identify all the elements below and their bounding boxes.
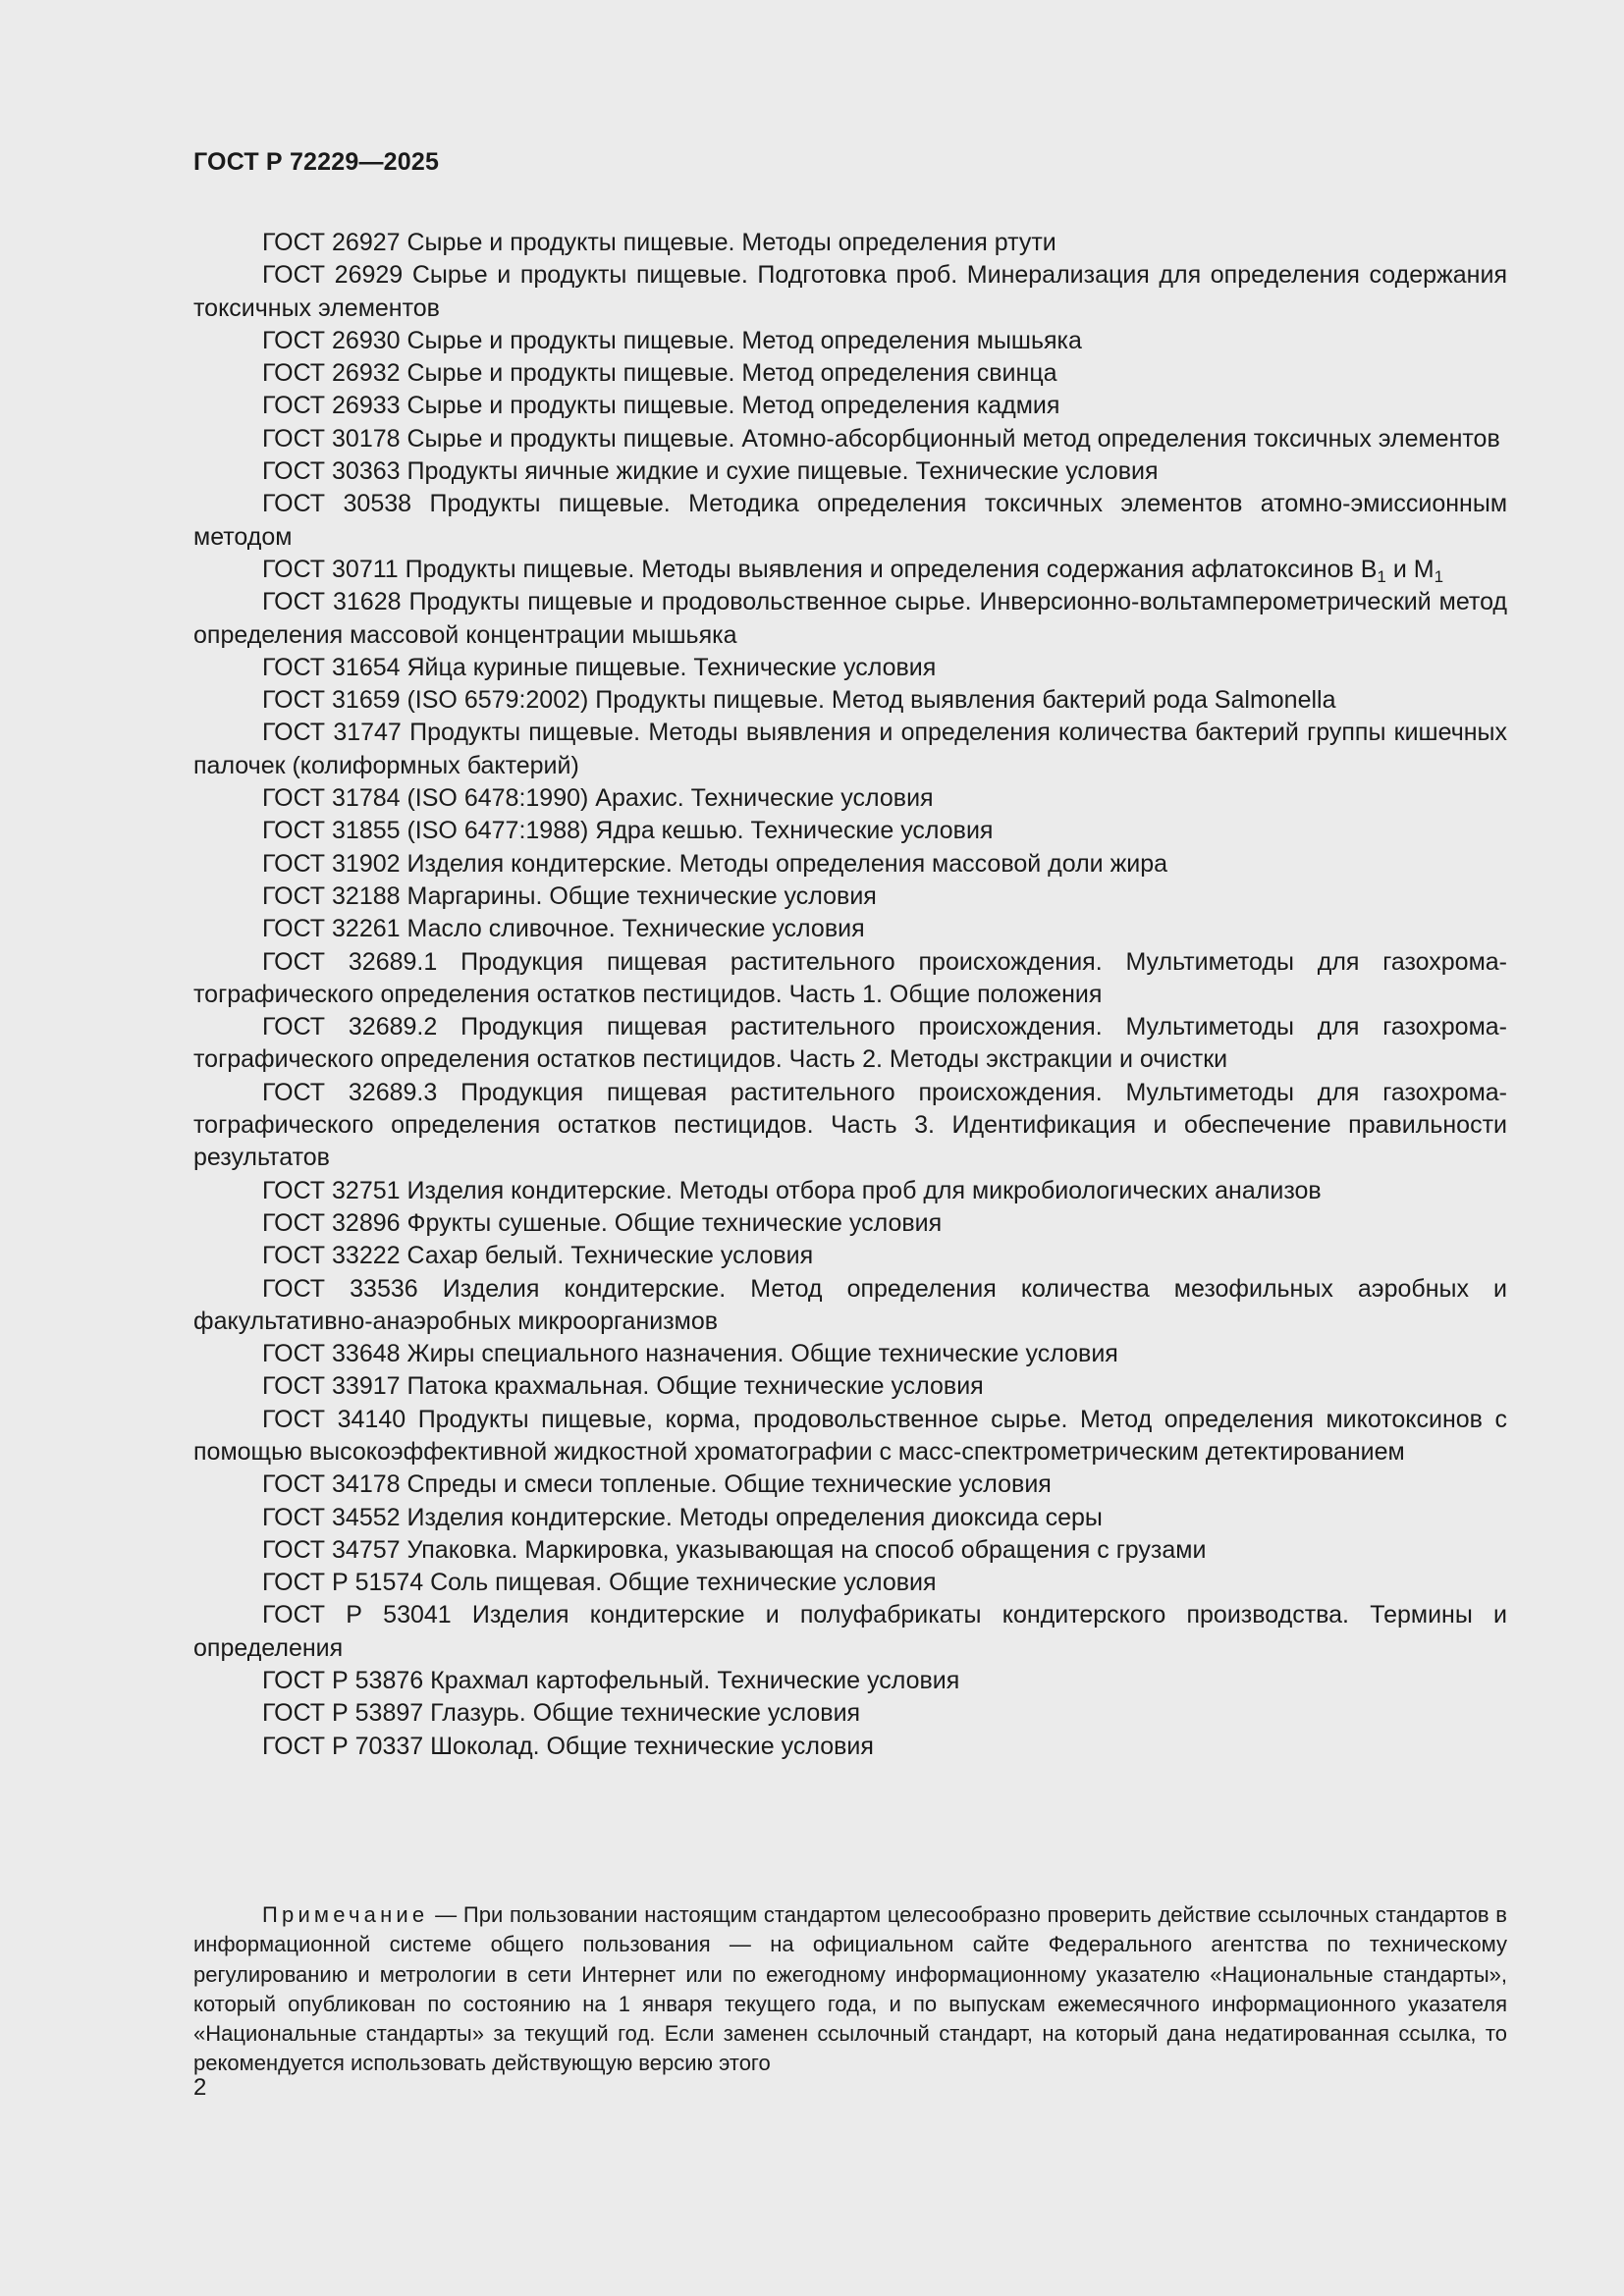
reference-title: Шоколад. Общие технические условия: [430, 1732, 874, 1760]
reference-code: ГОСТ 26932: [262, 359, 401, 388]
reference-code: ГОСТ 31654: [262, 653, 401, 681]
note-paragraph: [193, 1900, 1507, 2079]
normative-references-list: [193, 227, 1507, 1763]
reference-code: ГОСТ 32896: [262, 1208, 401, 1237]
reference-title: Продукты пищевые. Методы выявления и определения количества бактерий группы кишечных палочек (колиформных бактерий): [193, 719, 1507, 779]
reference-title: Глазурь. Общие технические условия: [430, 1699, 861, 1728]
reference-title: Продукция пищевая растительного происхождения. Мультиметоды для газохроматографического определения остатков пестицидов. Часть 1. Общие положения: [193, 947, 1507, 1008]
reference-title: Изделия кондитерские. Метод определения количества мезофильных аэробных и факультативно-анаэробных микроорганизмов: [193, 1274, 1507, 1335]
reference-item: [193, 259, 1507, 325]
reference-code: ГОСТ 32689.2: [262, 1013, 438, 1041]
reference-title: Соль пищевая. Общие технические условия: [430, 1569, 937, 1597]
reference-code: ГОСТ 30363: [262, 457, 401, 486]
reference-code: ГОСТ Р 53041: [262, 1601, 452, 1629]
reference-code: ГОСТ 32188: [262, 881, 401, 910]
reference-code: ГОСТ 33648: [262, 1340, 401, 1368]
reference-code: ГОСТ 33536: [262, 1274, 418, 1303]
reference-item: [193, 586, 1507, 652]
reference-item: [193, 1697, 1507, 1730]
reference-item: [193, 357, 1507, 390]
reference-item: [193, 1404, 1507, 1469]
reference-title: Продукты пищевые и продовольственное сырье. Инверсионно-вольтамперометрический метод определения массовой концентрации мышьяка: [193, 588, 1508, 649]
reference-item: [193, 848, 1507, 881]
reference-code: ГОСТ 34552: [262, 1503, 401, 1531]
reference-item: [193, 1175, 1507, 1207]
reference-code: ГОСТ 31855 (ISO 6477:1988): [262, 817, 589, 845]
reference-title: Крахмал картофельный. Технические условия: [430, 1667, 960, 1695]
reference-title: Масло сливочное. Технические условия: [406, 915, 865, 943]
reference-title: Продукция пищевая растительного происхождения. Мультиметоды для газохроматографического определения остатков пестицидов. Часть 3. Идентификация и обеспечение правильности результатов: [193, 1078, 1507, 1172]
reference-code: ГОСТ 26927: [262, 229, 401, 256]
reference-title: Продукты пищевые. Методы выявления и определения содержания афлатоксинов: [405, 555, 1354, 583]
reference-code: ГОСТ 34757: [262, 1535, 401, 1564]
reference-item: [193, 1599, 1507, 1665]
reference-code: ГОСТ 26929: [262, 261, 404, 290]
reference-code: ГОСТ 26933: [262, 392, 401, 420]
reference-title: Продукты пищевые, корма, продовольственное сырье. Метод определения микотоксинов с помощью высокоэффективной жидкостной хроматографии с масс-спектрометрическим детектированием: [193, 1405, 1508, 1466]
reference-title: Сахар белый. Технические условия: [406, 1242, 814, 1270]
reference-item: [193, 1731, 1507, 1763]
reference-code: ГОСТ 30711: [262, 555, 399, 583]
reference-title: Продукты пищевые. Метод выявления бактерий рода Salmonella: [595, 686, 1336, 715]
reference-title: Патока крахмальная. Общие технические условия: [406, 1372, 984, 1401]
reference-title: Изделия кондитерские. Методы определения диоксида серы: [406, 1503, 1103, 1531]
reference-code: ГОСТ Р 51574: [262, 1569, 424, 1597]
reference-item: [193, 1338, 1507, 1370]
reference-code: ГОСТ 30178: [262, 424, 401, 453]
subscript: 1: [1434, 566, 1444, 586]
reference-item: [193, 1567, 1507, 1599]
reference-item: [193, 1468, 1507, 1501]
reference-code: ГОСТ 32689.3: [262, 1078, 438, 1106]
reference-code: ГОСТ 33222: [262, 1242, 401, 1270]
reference-code: ГОСТ Р 70337: [262, 1732, 424, 1760]
reference-item: [193, 782, 1507, 815]
reference-title: Сырье и продукты пищевые. Метод определения кадмия: [406, 392, 1060, 420]
reference-item: [193, 1077, 1507, 1175]
reference-code: ГОСТ 31659 (ISO 6579:2002): [262, 686, 589, 715]
reference-item: [193, 455, 1507, 488]
reference-item: [193, 554, 1507, 586]
reference-title: Сырье и продукты пищевые. Метод определения мышьяка: [406, 326, 1082, 354]
reference-item: [193, 1502, 1507, 1534]
reference-title: Продукция пищевая растительного происхождения. Мультиметоды для газохроматографического определения остатков пестицидов. Часть 2. Методы экстракции и очистки: [193, 1013, 1507, 1074]
reference-item: [193, 1665, 1507, 1697]
reference-title: Изделия кондитерские. Методы отбора проб для микробиологических анализов: [406, 1176, 1322, 1204]
reference-code: ГОСТ 34140: [262, 1405, 406, 1433]
reference-title: Сырье и продукты пищевые. Метод определения свинца: [406, 359, 1057, 388]
note-text: — При пользовании настоящим стандартом целесообразно проверить действие ссылочных стандартов в информационной системе общего пользования — на официальном сайте Федерального агентства по техническому регулированию и метрологии в сети Интернет или по ежегодному информационному указателю «Национальные стандарты», который опубликован по состоянию на 1 января текущего года, и по выпускам ежемесячного информационного указателя «Национальные стандарты» за текущий год. Если заменен ссылочный стандарт, на который дана недатированная ссылка, то рекомендуется использовать действующую версию этого: [193, 1902, 1507, 2076]
reference-code: ГОСТ 32689.1: [262, 947, 438, 976]
note-label: Примечание: [262, 1902, 429, 1927]
reference-item: [193, 1534, 1507, 1567]
reference-item: [193, 946, 1507, 1012]
reference-item: [193, 652, 1507, 684]
reference-title: Спреды и смеси топленые. Общие технические условия: [406, 1470, 1052, 1499]
page-number: 2: [193, 2074, 207, 2101]
reference-title: Маргарины. Общие технические условия: [406, 881, 877, 910]
reference-item: [193, 717, 1507, 782]
reference-item: [193, 325, 1507, 357]
reference-title: Упаковка. Маркировка, указывающая на способ обращения с грузами: [406, 1535, 1207, 1564]
reference-title: Сырье и продукты пищевые. Методы определения ртути: [406, 229, 1056, 256]
subscript: 1: [1377, 566, 1386, 586]
reference-title: Сырье и продукты пищевые. Подготовка проб. Минерализация для определения содержания токсичных элементов: [193, 261, 1507, 322]
reference-title: Продукты яичные жидкие и сухие пищевые. Технические условия: [406, 457, 1159, 486]
reference-title: Продукты пищевые. Методика определения токсичных элементов атомно-эмиссионным методом: [193, 490, 1508, 551]
reference-item: [193, 1370, 1507, 1403]
reference-code: ГОСТ 30538: [262, 490, 412, 518]
reference-title: Ядра кешью. Технические условия: [595, 817, 994, 845]
reference-title: Изделия кондитерские и полуфабрикаты кондитерского производства. Термины и определения: [193, 1601, 1507, 1662]
reference-item: [193, 881, 1507, 913]
reference-item: [193, 815, 1507, 847]
reference-item: [193, 1273, 1507, 1339]
reference-title-tail: и M: [1385, 555, 1435, 583]
reference-title-tail: B: [1360, 555, 1378, 583]
reference-code: ГОСТ 31784 (ISO 6478:1990): [262, 784, 589, 813]
reference-title: Фрукты сушеные. Общие технические условия: [406, 1208, 943, 1237]
reference-title: Изделия кондитерские. Методы определения массовой доли жира: [406, 849, 1168, 878]
reference-code: ГОСТ 31902: [262, 849, 401, 878]
reference-title: Жиры специального назначения. Общие технические условия: [406, 1340, 1118, 1368]
reference-code: ГОСТ 26930: [262, 326, 401, 354]
reference-item: [193, 1011, 1507, 1077]
reference-item: [193, 390, 1507, 422]
reference-code: ГОСТ Р 53897: [262, 1699, 424, 1728]
reference-code: ГОСТ Р 53876: [262, 1667, 424, 1695]
reference-code: ГОСТ 32261: [262, 915, 401, 943]
reference-code: ГОСТ 31747: [262, 719, 402, 747]
reference-title: Сырье и продукты пищевые. Атомно-абсорбционный метод определения токсичных элементов: [406, 424, 1500, 453]
reference-item: [193, 423, 1507, 455]
reference-item: [193, 913, 1507, 945]
document-header: ГОСТ Р 72229—2025: [193, 148, 440, 176]
reference-code: ГОСТ 34178: [262, 1470, 401, 1499]
reference-code: ГОСТ 31628: [262, 588, 402, 616]
reference-item: [193, 227, 1507, 259]
reference-item: [193, 1207, 1507, 1240]
reference-item: [193, 1240, 1507, 1272]
reference-code: ГОСТ 32751: [262, 1176, 401, 1204]
reference-title: Яйца куриные пищевые. Технические условия: [406, 653, 937, 681]
reference-title: Арахис. Технические условия: [595, 784, 934, 813]
reference-item: [193, 488, 1507, 554]
reference-item: [193, 684, 1507, 717]
reference-code: ГОСТ 33917: [262, 1372, 401, 1401]
